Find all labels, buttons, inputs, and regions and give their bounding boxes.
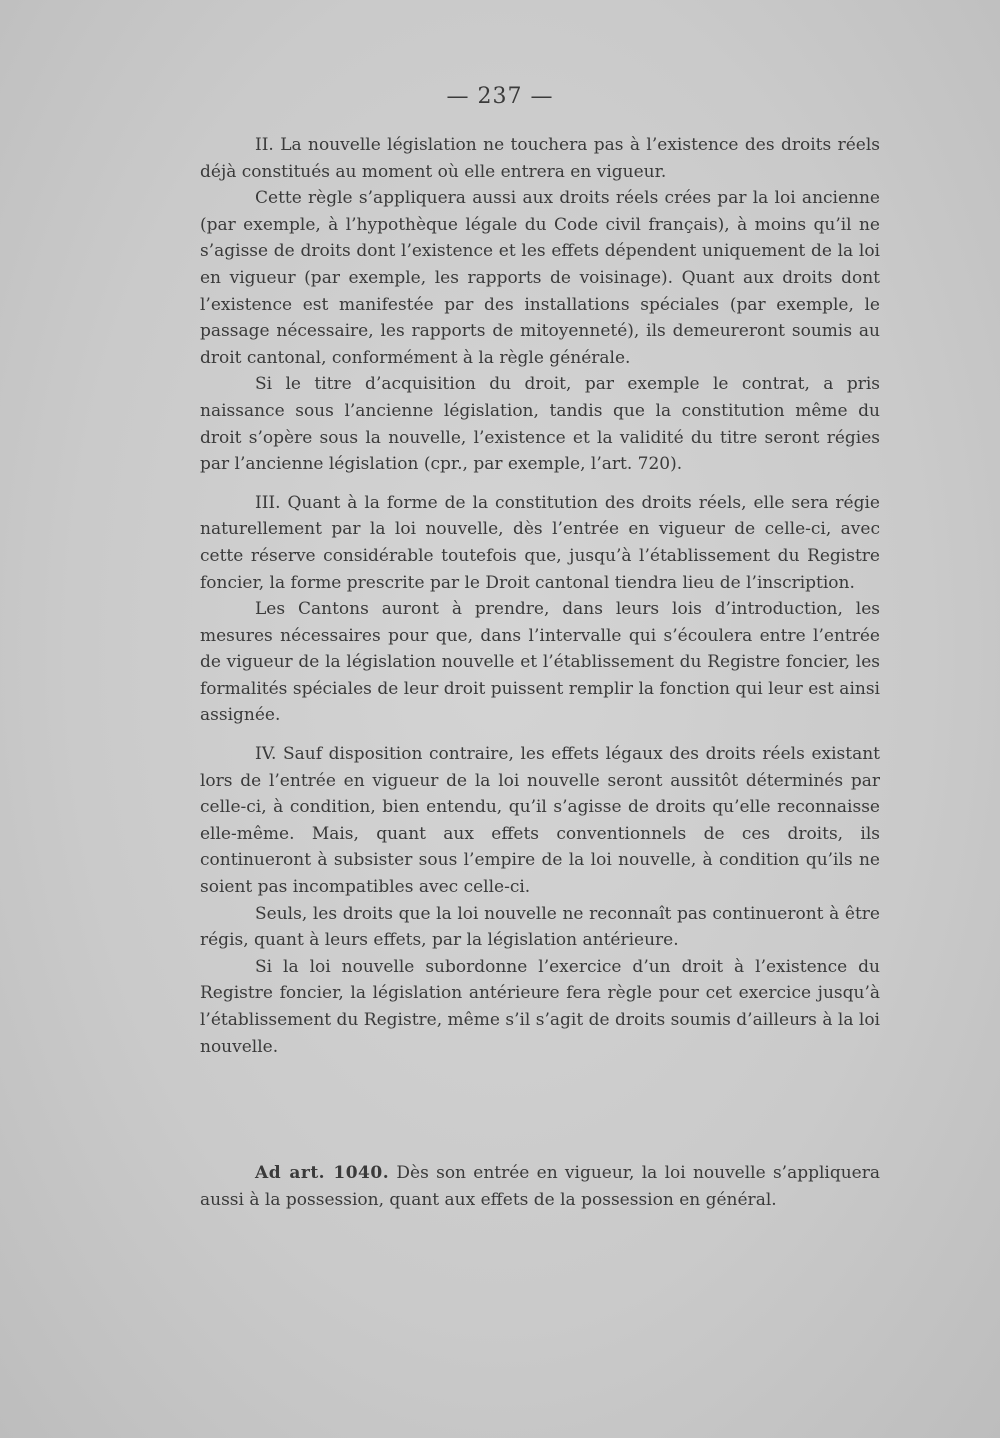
paragraph-iii-2: Les Cantons auront à prendre, dans leurs lois d’introduction, les mesures nécessaires pour que, dans l’intervalle qui s’écoulera entre l’entrée de vigueur de la législation nouvelle et l’établissement du Registre foncier, les formalités spéciales de leur droit puissent remplir la fonction qui leur est ainsi assignée. bbox=[200, 599, 880, 726]
paragraph-iv-1: IV. Sauf disposition contraire, les effets légaux des droits réels existant lors de l’entrée en vigueur de la loi nouvelle seront aussitôt déterminés par celle-ci, à condition, bien entendu, qu’il s’agisse de droits qu’elle reconnaisse elle-même. Mais, quant aux effets conventionnels de ces droits, ils continueront à subsister sous l’empire de la loi nouvelle, à condition qu’ils ne soient pas incompatibles avec celle-ci. bbox=[200, 744, 880, 898]
paragraph-iv-3: Si la loi nouvelle subordonne l’exercice d’un droit à l’existence du Registre foncier, la législation antérieure fera règle pour cet exercice jusqu’à l’établissement du Registre, même s’il s’agit de droits soumis d’ailleurs à la loi nouvelle. bbox=[200, 956, 880, 1057]
page-number: — 237 — bbox=[446, 84, 554, 109]
article-paragraph bbox=[200, 1160, 880, 1213]
paragraph-ii-3: Si le titre d’acquisition du droit, par exemple le contrat, a pris naissance sous l’ancienne législation, tandis que la constitution même du droit s’opère sous la nouvelle, l’existence et la validité du titre seront régies par l’ancienne législation (cpr., par exemple, l’art. 720). bbox=[200, 374, 880, 475]
article-reference: Ad art. 1040. bbox=[255, 1163, 390, 1183]
paragraph-iii-1: III. Quant à la forme de la constitution des droits réels, elle sera régie naturellement par la loi nouvelle, dès l’entrée en vigueur de celle-ci, avec cette réserve considérable toutefois que, jusqu’à l’établissement du Registre foncier, la forme prescrite par le Droit cantonal tiendra lieu de l’inscription. bbox=[200, 492, 880, 593]
paragraph-iv-2: Seuls, les droits que la loi nouvelle ne reconnaît pas continueront à être régis, quant à leurs effets, par la législation antérieure. bbox=[200, 903, 880, 951]
article-section bbox=[200, 1160, 880, 1213]
paragraph-ii-1: II. La nouvelle législation ne touchera pas à l’existence des droits réels déjà constitués au moment où elle entrera en vigueur. bbox=[200, 135, 880, 182]
main-text bbox=[200, 132, 880, 1060]
article-text: Dès son entrée en vigueur, la loi nouvelle s’appliquera aussi à la possession, quant aux effets de la possession en général. bbox=[200, 1163, 881, 1210]
paragraph-ii-2: Cette règle s’appliquera aussi aux droits réels crées par la loi ancienne (par exemple, à l’hypothèque légale du Code civil français), à moins qu’il ne s’agisse de droits dont l’existence et les effets dépendent uniquement de la loi en vigueur (par exemple, les rapports de voisinage). Quant aux droits dont l’existence est manifestée par des installations spéciales (par exemple, le passage nécessaire, les rapports de mitoyenneté), ils demeureront soumis au droit cantonal, conformément à la règle générale. bbox=[200, 188, 880, 368]
